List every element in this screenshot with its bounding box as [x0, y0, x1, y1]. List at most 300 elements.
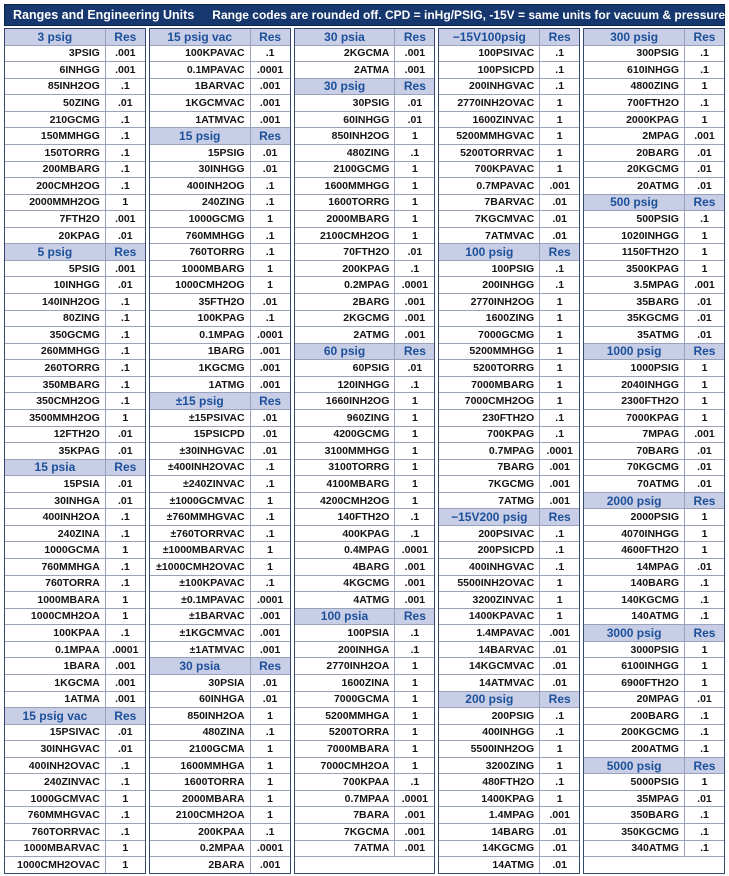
- table-row: [5, 674, 145, 691]
- resolution-cell: .1: [684, 592, 724, 608]
- range-code-cell: 610INHGG: [627, 63, 679, 76]
- range-code-cell: 2BARG: [352, 295, 390, 308]
- table-row: [439, 773, 579, 790]
- resolution-cell: .1: [105, 294, 145, 310]
- resolution-cell: .0001: [394, 791, 434, 807]
- resolution-cell: .1: [684, 95, 724, 111]
- table-row: [5, 624, 145, 641]
- section-title: 30 psia: [324, 29, 365, 44]
- resolution-cell: 1: [105, 410, 145, 426]
- range-code-cell: 400KPAG: [342, 527, 390, 540]
- resolution-cell: .1: [684, 576, 724, 592]
- table-row: [150, 243, 290, 260]
- range-code-cell: 0.2MPAA: [199, 842, 245, 855]
- resolution-cell: .1: [105, 393, 145, 409]
- resolution-cell: 1: [250, 774, 290, 790]
- table-row: [584, 392, 724, 409]
- section-header-row: [295, 343, 435, 360]
- resolution-cell: .01: [684, 294, 724, 310]
- resolution-cell: .001: [539, 178, 579, 194]
- range-code-cell: 240ZING: [201, 196, 245, 209]
- range-code-cell: 3100TORRG: [328, 461, 390, 474]
- range-code-cell: 4600FTH2O: [621, 544, 679, 557]
- resolution-cell: .1: [105, 758, 145, 774]
- resolution-cell: .001: [539, 460, 579, 476]
- resolution-cell: .001: [539, 476, 579, 492]
- range-code-cell: 0.7MPAVAC: [476, 179, 535, 192]
- table-row: [584, 575, 724, 592]
- resolution-cell: .01: [684, 443, 724, 459]
- range-code-cell: ±1ATMVAC: [189, 643, 245, 656]
- resolution-cell: .1: [394, 642, 434, 658]
- resolution-cell: .01: [105, 95, 145, 111]
- table-row: [295, 276, 435, 293]
- range-code-cell: 2MPAG: [642, 130, 679, 143]
- table-row: [584, 840, 724, 857]
- table-row: [5, 525, 145, 542]
- range-code-cell: 5200MMHGG: [469, 345, 535, 358]
- resolution-cell: .1: [684, 46, 724, 62]
- range-code-cell: ±0.1MPAVAC: [181, 593, 245, 606]
- table-row: [5, 359, 145, 376]
- resolution-cell: .1: [105, 526, 145, 542]
- table-row: [584, 823, 724, 840]
- table-row: [439, 61, 579, 78]
- table-row: [150, 856, 290, 873]
- range-code-cell: 760MMHGVAC: [27, 809, 100, 822]
- resolution-cell: .1: [250, 46, 290, 62]
- resolution-cell: 1: [539, 791, 579, 807]
- range-code-cell: 7ATMA: [354, 842, 390, 855]
- table-row: [5, 177, 145, 194]
- table-row: [295, 641, 435, 658]
- range-code-cell: ±1KGCMVAC: [179, 627, 245, 640]
- resolution-cell: .01: [250, 443, 290, 459]
- resolution-cell: 1: [539, 327, 579, 343]
- table-row: [5, 641, 145, 658]
- table-row: [5, 575, 145, 592]
- resolution-cell: .001: [394, 576, 434, 592]
- range-code-cell: 2ATMA: [354, 63, 390, 76]
- resolution-cell: 1: [684, 658, 724, 674]
- ranges-grid: [4, 28, 725, 874]
- res-column-header: Res: [105, 708, 145, 724]
- res-column-header: Res: [684, 344, 724, 360]
- section-header-row: [439, 29, 579, 45]
- range-code-cell: 20BARG: [636, 146, 679, 159]
- range-code-cell: 760MMHGA: [41, 560, 100, 573]
- table-row: [439, 608, 579, 625]
- section-header-row: [584, 492, 724, 509]
- table-row: [584, 541, 724, 558]
- table-row: [439, 409, 579, 426]
- table-row: [584, 806, 724, 823]
- resolution-cell: .1: [105, 327, 145, 343]
- range-code-cell: 1000CMH2OG: [175, 279, 245, 292]
- resolution-cell: .1: [105, 344, 145, 360]
- table-row: [584, 475, 724, 492]
- range-code-cell: 1400KPAVAC: [468, 610, 535, 623]
- resolution-cell: 1: [250, 559, 290, 575]
- section-title: 3000 psig: [606, 626, 662, 641]
- table-row: [295, 823, 435, 840]
- resolution-cell: .01: [539, 857, 579, 873]
- resolution-cell: .1: [105, 79, 145, 95]
- table-row: [150, 426, 290, 443]
- resolution-cell: .0001: [394, 277, 434, 293]
- table-row: [584, 94, 724, 111]
- range-code-cell: 1BARA: [63, 660, 100, 673]
- table-row: [150, 359, 290, 376]
- resolution-cell: 1: [539, 162, 579, 178]
- range-column-2: [149, 28, 291, 874]
- range-code-cell: 400INH2OVAC: [28, 759, 100, 772]
- table-row: [5, 475, 145, 492]
- range-code-cell: 100PSIVAC: [478, 47, 535, 60]
- range-code-cell: 7FTH2O: [59, 212, 100, 225]
- range-code-cell: 7KGCMVAC: [474, 212, 535, 225]
- table-row: [295, 127, 435, 144]
- range-code-cell: 15PSIG: [207, 146, 245, 159]
- table-row: [439, 806, 579, 823]
- range-code-cell: 2770INH2OA: [326, 660, 390, 673]
- resolution-cell: .01: [539, 211, 579, 227]
- range-code-cell: 4100MBARG: [326, 477, 390, 490]
- table-row: [150, 61, 290, 78]
- range-code-cell: 7ATMG: [498, 494, 535, 507]
- range-code-cell: 350BARG: [630, 809, 679, 822]
- resolution-cell: .1: [250, 526, 290, 542]
- range-code-cell: 3200ZINVAC: [472, 593, 535, 606]
- range-code-cell: 7000CMH2OG: [464, 395, 535, 408]
- res-column-header: Res: [394, 609, 434, 625]
- empty-row: [584, 856, 724, 873]
- resolution-cell: 1: [394, 195, 434, 211]
- resolution-cell: 1: [539, 294, 579, 310]
- table-row: [5, 840, 145, 857]
- resolution-cell: .1: [250, 195, 290, 211]
- range-code-cell: 30INHGG: [198, 163, 245, 176]
- table-row: [295, 657, 435, 674]
- resolution-cell: .0001: [394, 542, 434, 558]
- resolution-cell: .01: [250, 145, 290, 161]
- resolution-cell: .1: [394, 774, 434, 790]
- resolution-cell: .001: [684, 427, 724, 443]
- range-column-4: [438, 28, 580, 874]
- table-row: [295, 442, 435, 459]
- table-row: [439, 161, 579, 178]
- resolution-cell: .001: [394, 62, 434, 78]
- res-column-header: Res: [394, 79, 434, 95]
- table-row: [439, 823, 579, 840]
- table-row: [5, 392, 145, 409]
- resolution-cell: 1: [684, 675, 724, 691]
- table-row: [5, 790, 145, 807]
- resolution-cell: .01: [539, 658, 579, 674]
- resolution-cell: 1: [105, 609, 145, 625]
- range-code-cell: 35KPAG: [58, 444, 100, 457]
- resolution-cell: .1: [539, 526, 579, 542]
- table-row: [439, 492, 579, 509]
- resolution-cell: .01: [684, 178, 724, 194]
- range-code-cell: 140ATMG: [631, 610, 679, 623]
- table-row: [150, 78, 290, 95]
- resolution-cell: .0001: [250, 592, 290, 608]
- section-title: −15V100psig: [452, 29, 526, 44]
- resolution-cell: .1: [105, 162, 145, 178]
- range-code-cell: 1000CMH2OA: [30, 610, 100, 623]
- range-code-cell: 15PSIA: [63, 477, 100, 490]
- table-row: [584, 376, 724, 393]
- range-code-cell: 6INHGG: [59, 63, 100, 76]
- table-row: [150, 475, 290, 492]
- resolution-cell: 1: [250, 791, 290, 807]
- range-code-cell: ±1000MBARVAC: [162, 544, 245, 557]
- table-row: [150, 442, 290, 459]
- range-code-cell: 30PSIG: [352, 97, 390, 110]
- resolution-cell: 1: [684, 526, 724, 542]
- resolution-cell: .0001: [250, 62, 290, 78]
- resolution-cell: 1: [539, 145, 579, 161]
- table-row: [584, 409, 724, 426]
- table-row: [584, 276, 724, 293]
- res-column-header: Res: [539, 29, 579, 45]
- range-code-cell: 30INHGVAC: [40, 742, 100, 755]
- table-row: [150, 459, 290, 476]
- resolution-cell: .1: [394, 261, 434, 277]
- range-code-cell: 0.1MPAVAC: [186, 63, 245, 76]
- table-row: [295, 45, 435, 62]
- range-code-cell: 0.1MPAG: [199, 328, 245, 341]
- table-row: [5, 823, 145, 840]
- resolution-cell: .1: [105, 178, 145, 194]
- table-row: [5, 591, 145, 608]
- range-code-cell: 1KGCMA: [54, 676, 100, 689]
- range-code-cell: 140FTH2O: [337, 511, 390, 524]
- range-code-cell: 7MPAG: [642, 428, 679, 441]
- resolution-cell: .001: [105, 261, 145, 277]
- table-row: [439, 840, 579, 857]
- range-code-cell: 1000GCMA: [44, 544, 100, 557]
- table-row: [295, 61, 435, 78]
- range-code-cell: 760MMHGG: [185, 229, 245, 242]
- range-column-1: [4, 28, 146, 874]
- range-code-cell: 100KPAVAC: [185, 47, 245, 60]
- res-column-header: Res: [684, 493, 724, 509]
- range-code-cell: 760TORRG: [189, 246, 245, 259]
- section-header-row: [439, 243, 579, 260]
- resolution-cell: 1: [539, 609, 579, 625]
- table-row: [150, 161, 290, 178]
- range-code-cell: 480ZINA: [202, 726, 245, 739]
- range-code-cell: 70BARG: [636, 444, 679, 457]
- range-code-cell: 60INHGG: [343, 113, 390, 126]
- resolution-cell: .1: [684, 609, 724, 625]
- range-code-cell: 260MMHGG: [40, 345, 100, 358]
- table-row: [295, 426, 435, 443]
- resolution-cell: 1: [394, 460, 434, 476]
- table-row: [295, 177, 435, 194]
- range-code-cell: 1KGCMVAC: [185, 97, 245, 110]
- table-row: [150, 210, 290, 227]
- range-code-cell: 70ATMG: [637, 477, 679, 490]
- table-row: [5, 740, 145, 757]
- range-code-cell: 7BARG: [497, 461, 535, 474]
- section-title: 500 psig: [610, 195, 659, 210]
- resolution-cell: .01: [539, 841, 579, 857]
- table-row: [150, 724, 290, 741]
- range-code-cell: ±15PSIVAC: [188, 411, 245, 424]
- table-row: [295, 806, 435, 823]
- table-row: [439, 359, 579, 376]
- table-row: [150, 492, 290, 509]
- range-code-cell: 5PSIG: [68, 262, 100, 275]
- resolution-cell: .01: [250, 692, 290, 708]
- range-code-cell: 850INH2OG: [331, 130, 390, 143]
- resolution-cell: .1: [105, 625, 145, 641]
- table-row: [295, 525, 435, 542]
- table-row: [295, 459, 435, 476]
- range-code-cell: 3500MMH2OG: [29, 411, 100, 424]
- range-code-cell: 3200ZING: [485, 759, 535, 772]
- resolution-cell: 1: [394, 493, 434, 509]
- table-row: [5, 78, 145, 95]
- resolution-cell: .001: [105, 675, 145, 691]
- res-column-header: Res: [105, 244, 145, 260]
- res-column-header: Res: [684, 29, 724, 45]
- resolution-cell: .1: [539, 62, 579, 78]
- range-code-cell: 240ZINVAC: [43, 776, 100, 789]
- resolution-cell: .1: [250, 509, 290, 525]
- table-row: [295, 293, 435, 310]
- table-row: [439, 475, 579, 492]
- resolution-cell: 1: [684, 642, 724, 658]
- section-header-row: [150, 29, 290, 45]
- range-code-cell: 200INHGA: [338, 643, 390, 656]
- range-code-cell: 2000MBARA: [182, 792, 245, 805]
- table-row: [439, 94, 579, 111]
- resolution-cell: 1: [250, 758, 290, 774]
- table-row: [5, 492, 145, 509]
- resolution-cell: .001: [394, 841, 434, 857]
- range-code-cell: 1660INH2OG: [325, 395, 390, 408]
- range-code-cell: ±760MMHGVAC: [166, 511, 245, 524]
- resolution-cell: .001: [394, 807, 434, 823]
- range-code-cell: 1.4MPAG: [488, 809, 535, 822]
- resolution-cell: 1: [105, 857, 145, 873]
- range-code-cell: 230FTH2O: [482, 411, 535, 424]
- range-code-cell: 0.1MPAA: [55, 643, 100, 656]
- range-code-cell: 2100GCMA: [189, 742, 245, 755]
- section-title: 300 psig: [610, 29, 659, 44]
- table-row: [295, 243, 435, 260]
- resolution-cell: .001: [394, 592, 434, 608]
- table-row: [5, 227, 145, 244]
- table-row: [150, 608, 290, 625]
- resolution-cell: .01: [684, 791, 724, 807]
- table-row: [5, 541, 145, 558]
- table-row: [439, 343, 579, 360]
- section-title: 3 psig: [37, 29, 73, 44]
- table-row: [5, 111, 145, 128]
- table-row: [295, 194, 435, 211]
- resolution-cell: 1: [394, 427, 434, 443]
- range-code-cell: 5200TORRG: [473, 362, 535, 375]
- range-column-3: [294, 28, 436, 874]
- range-column-5: [583, 28, 725, 874]
- table-row: [584, 525, 724, 542]
- table-row: [150, 343, 290, 360]
- resolution-cell: 1: [684, 774, 724, 790]
- table-row: [584, 210, 724, 227]
- range-code-cell: 200KPAG: [342, 262, 390, 275]
- table-row: [439, 227, 579, 244]
- section-title: 5 psig: [37, 245, 73, 260]
- res-column-header: Res: [250, 29, 290, 45]
- resolution-cell: .001: [394, 559, 434, 575]
- table-row: [584, 459, 724, 476]
- resolution-cell: .01: [539, 195, 579, 211]
- range-code-cell: 350MBARG: [42, 378, 100, 391]
- resolution-cell: 1: [250, 277, 290, 293]
- resolution-cell: .01: [394, 244, 434, 260]
- resolution-cell: .01: [684, 692, 724, 708]
- resolution-cell: .1: [105, 145, 145, 161]
- range-code-cell: 1BARG: [207, 345, 245, 358]
- table-row: [295, 591, 435, 608]
- range-code-cell: 4ATMG: [353, 593, 390, 606]
- table-row: [150, 525, 290, 542]
- table-row: [5, 442, 145, 459]
- section-title: 100 psia: [320, 609, 369, 624]
- resolution-cell: .001: [105, 692, 145, 708]
- resolution-cell: .1: [105, 509, 145, 525]
- resolution-cell: 1: [684, 79, 724, 95]
- resolution-cell: .001: [539, 807, 579, 823]
- table-row: [5, 558, 145, 575]
- range-code-cell: 20KGCMG: [627, 163, 679, 176]
- table-row: [150, 541, 290, 558]
- title-bar: [4, 4, 725, 26]
- table-row: [295, 326, 435, 343]
- resolution-cell: .01: [394, 360, 434, 376]
- resolution-cell: .1: [250, 244, 290, 260]
- range-code-cell: 350GCMG: [49, 328, 100, 341]
- table-row: [295, 94, 435, 111]
- range-code-cell: ±1BARVAC: [189, 610, 245, 623]
- range-code-cell: 14ATMG: [492, 858, 535, 871]
- range-code-cell: 60PSIG: [352, 362, 390, 375]
- table-row: [150, 276, 290, 293]
- table-row: [150, 177, 290, 194]
- resolution-cell: .0001: [250, 841, 290, 857]
- table-row: [150, 260, 290, 277]
- section-header-row: [584, 757, 724, 774]
- resolution-cell: 1: [250, 741, 290, 757]
- table-row: [439, 674, 579, 691]
- range-code-cell: 1000GCMVAC: [30, 792, 100, 805]
- range-code-cell: 1600TORRG: [328, 196, 390, 209]
- resolution-cell: 1: [539, 311, 579, 327]
- range-code-cell: 30PSIA: [208, 676, 245, 689]
- resolution-cell: .0001: [105, 642, 145, 658]
- section-title: 5000 psig: [606, 758, 662, 773]
- table-row: [295, 541, 435, 558]
- resolution-cell: .01: [105, 493, 145, 509]
- resolution-cell: .001: [250, 625, 290, 641]
- section-title: 200 psig: [465, 692, 514, 707]
- res-column-header: Res: [105, 460, 145, 476]
